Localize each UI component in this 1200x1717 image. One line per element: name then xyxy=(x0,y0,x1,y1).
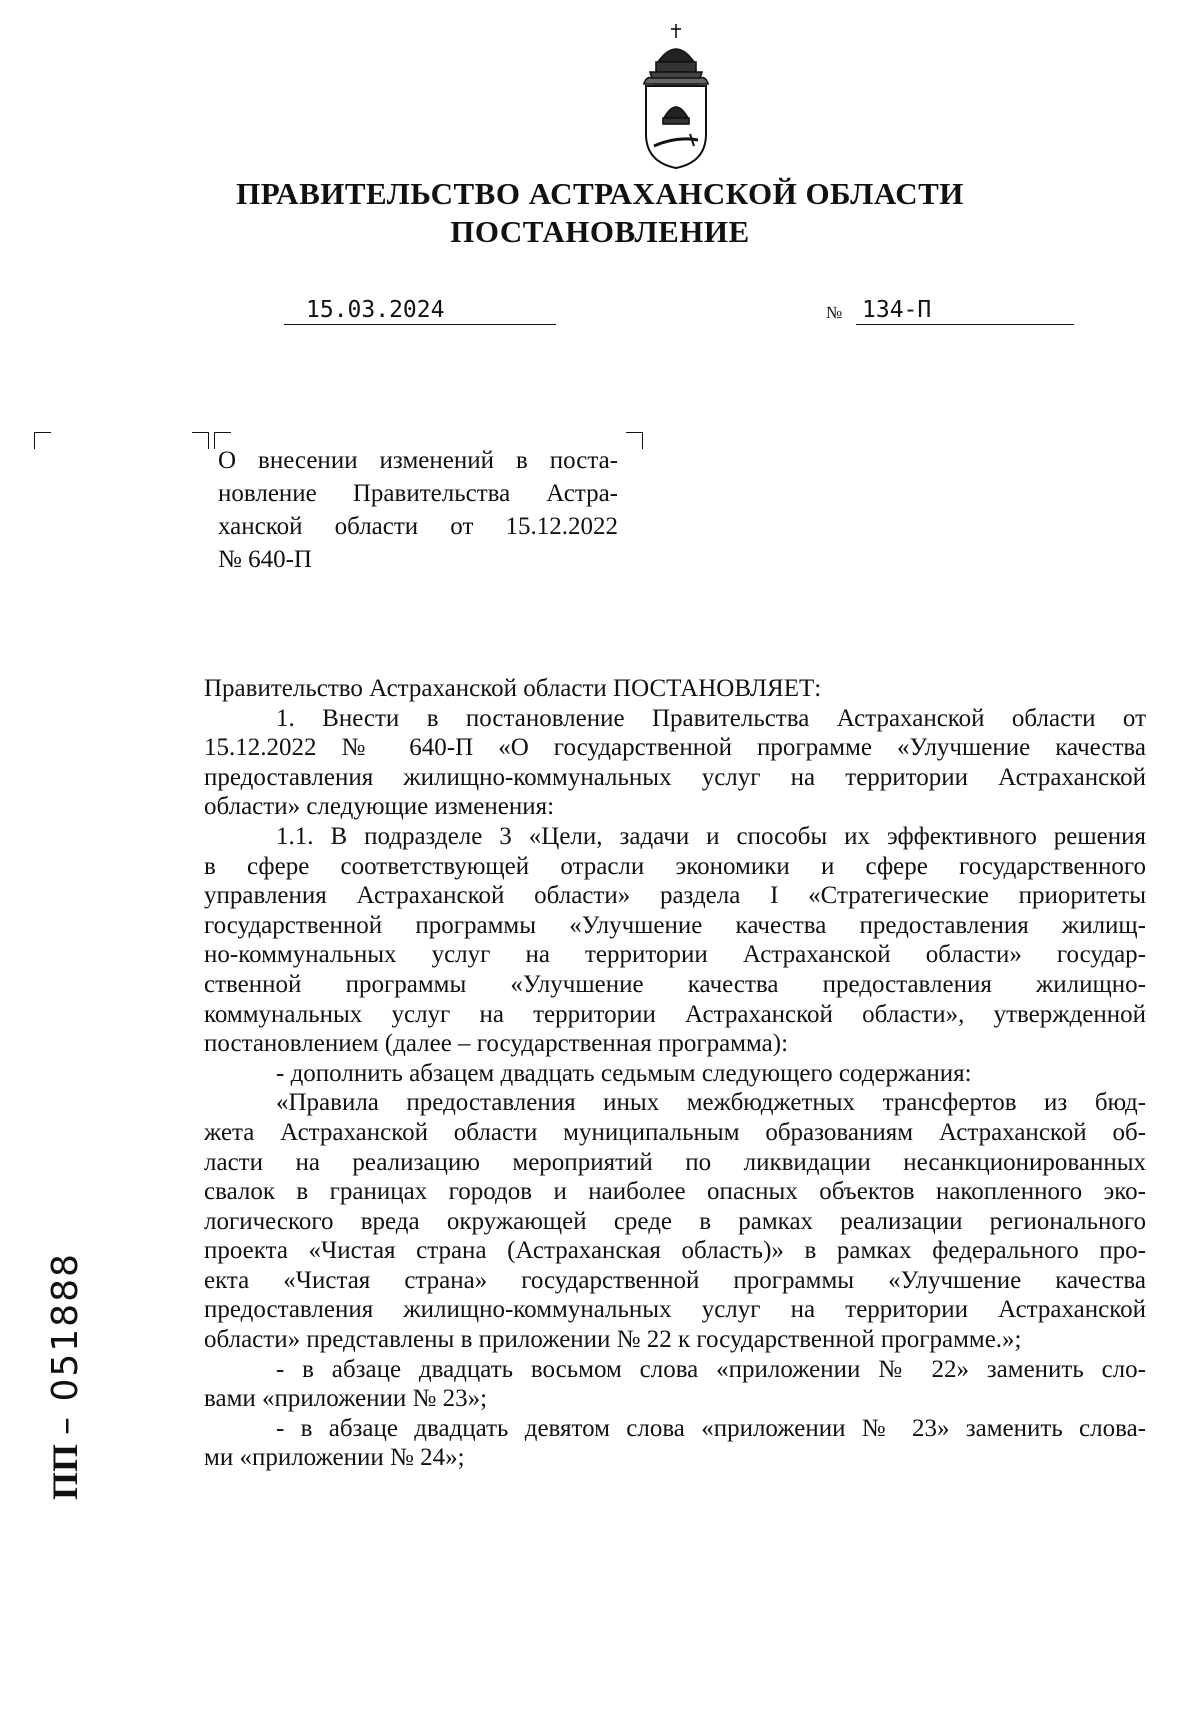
document-number: 134-П xyxy=(856,296,1074,325)
subject-line: новление Правительства Астра- xyxy=(218,480,618,507)
body-line: области» представлены в приложении № 22 к государственной программе.»; xyxy=(204,1326,1022,1354)
serial-digits: 051888 xyxy=(45,1252,86,1402)
body-line: «Правила предоставления иных межбюджетных трансфертов из бюд- xyxy=(276,1089,1146,1117)
body-line: ственной программы «Улучшение качества предоставления жилищно- xyxy=(204,970,1146,998)
body-line: логического вреда окружающей среде в рамках реализации регионального xyxy=(204,1207,1146,1235)
corner-mark-left xyxy=(34,432,51,449)
corner-mark-subject-left-outer xyxy=(192,432,209,449)
body-line: жета Астраханской области муниципальным образованиям Астраханской об- xyxy=(204,1118,1146,1146)
government-name: ПРАВИТЕЛЬСТВО АСТРАХАНСКОЙ ОБЛАСТИ xyxy=(236,176,964,211)
body-line: управления Астраханской области» раздела I «Стратегические приоритеты xyxy=(204,882,1146,910)
subject-line: ханской области от 15.12.2022 xyxy=(218,513,618,540)
body-line: коммунальных услуг на территории Астраханской области», утвержденной xyxy=(204,1000,1146,1028)
subject-line: О внесении изменений в поста- xyxy=(218,447,618,474)
body-line: свалок в границах городов и наиболее опасных объектов накопленного эко- xyxy=(204,1178,1146,1206)
body-line: вами «приложении № 23»; xyxy=(204,1385,488,1413)
body-line: государственной программы «Улучшение качества предоставления жилищ- xyxy=(204,911,1146,939)
document-type: ПОСТАНОВЛЕНИЕ xyxy=(450,214,750,249)
body-line: предоставления жилищно-коммунальных услуг на территории Астраханской xyxy=(204,1296,1146,1324)
body-line: ласти на реализацию мероприятий по ликвидации несанкционированных xyxy=(204,1148,1146,1176)
body-line: постановлением (далее – государственная программа): xyxy=(204,1030,789,1058)
body-line: проекта «Чистая страна (Астраханская область)» в рамках федерального про- xyxy=(204,1237,1146,1265)
document-body xyxy=(204,674,1146,1473)
body-line: но-коммунальных услуг на территории Астраханской области» государ- xyxy=(204,941,1146,969)
corner-mark-subject-right xyxy=(626,432,643,449)
body-line: 1. Внести в постановление Правительства Астраханской области от xyxy=(276,704,1146,732)
body-line: в сфере соответствующей отрасли экономики и сфере государственного xyxy=(204,852,1146,880)
body-line: предоставления жилищно-коммунальных услуг на территории Астраханской xyxy=(204,763,1146,791)
form-serial-number xyxy=(40,1200,90,1500)
serial-separator: – xyxy=(45,1401,86,1435)
number-label: № xyxy=(826,303,843,322)
body-line: области» следующие изменения: xyxy=(204,793,555,821)
document-subject xyxy=(218,444,618,576)
body-line: Правительство Астраханской области ПОСТАНОВЛЯЕТ: xyxy=(204,675,822,702)
body-line: 1.1. В подразделе 3 «Цели, задачи и способы их эффективного решения xyxy=(276,822,1146,850)
astrakhan-coat-of-arms-icon xyxy=(636,22,716,172)
body-line: - в абзаце двадцать девятом слова «приложении № 23» заменить слова- xyxy=(276,1414,1146,1442)
body-line: - в абзаце двадцать восьмом слова «приложении № 22» заменить сло- xyxy=(276,1355,1146,1383)
document-date: 15.03.2024 xyxy=(284,296,556,325)
subject-line: № 640-П xyxy=(218,546,312,573)
serial-series: ПП xyxy=(45,1443,85,1500)
body-line: - дополнить абзацем двадцать седьмым следующего содержания: xyxy=(276,1059,972,1087)
body-line: екта «Чистая страна» государственной программы «Улучшение качества xyxy=(204,1266,1146,1294)
body-line: 15.12.2022 № 640-П «О государственной программе «Улучшение качества xyxy=(204,734,1146,762)
body-line: ми «приложении № 24»; xyxy=(204,1444,465,1472)
